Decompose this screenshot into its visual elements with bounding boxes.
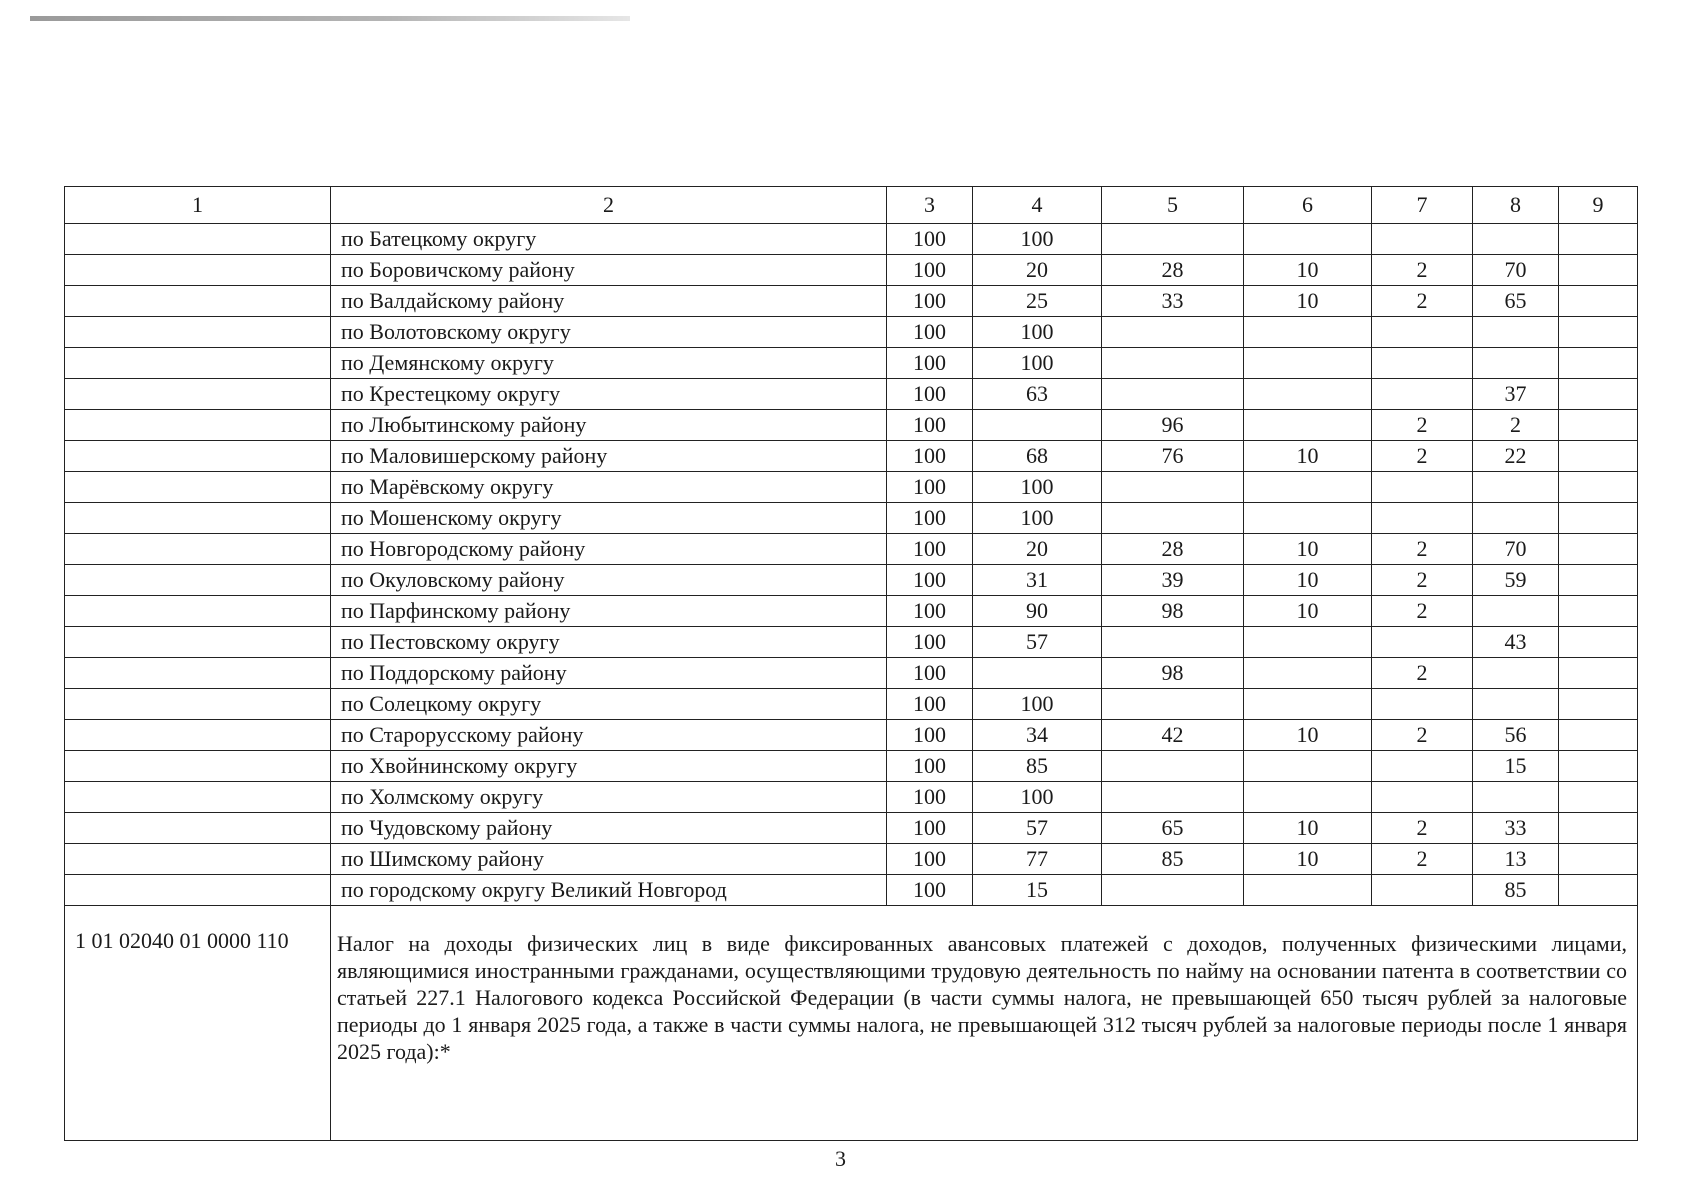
district-name-cell: по Крестецкому округу	[331, 379, 887, 410]
table-row	[65, 379, 1638, 410]
value-cell-c4	[973, 410, 1102, 441]
value-cell-c5: 85	[1102, 844, 1244, 875]
district-name-cell: по Чудовскому району	[331, 813, 887, 844]
value-cell-c4: 57	[973, 813, 1102, 844]
value-cell-c8: 65	[1473, 286, 1559, 317]
value-cell-c4: 77	[973, 844, 1102, 875]
table-row	[65, 565, 1638, 596]
value-cell-c3: 100	[887, 689, 973, 720]
table-row	[65, 348, 1638, 379]
value-cell-c9	[1559, 875, 1638, 906]
district-name-cell: по Шимскому району	[331, 844, 887, 875]
code-cell	[65, 441, 331, 472]
value-cell-c5	[1102, 317, 1244, 348]
value-cell-c6: 10	[1244, 813, 1372, 844]
value-cell-c6	[1244, 689, 1372, 720]
value-cell-c6	[1244, 751, 1372, 782]
value-cell-c4: 100	[973, 503, 1102, 534]
value-cell-c7	[1372, 503, 1473, 534]
value-cell-c9	[1559, 565, 1638, 596]
table-row	[65, 689, 1638, 720]
code-cell	[65, 503, 331, 534]
value-cell-c8: 43	[1473, 627, 1559, 658]
tax-description: Налог на доходы физических лиц в виде фиксированных авансовых платежей с доходов, полученных физическими лицами, являющимися иностранными гражданами, осуществляющими трудовую деятельность по найму на основании патента в соответствии со статьей 227.1 Налогового кодекса Российской Федерации (в части суммы налога, не превышающей 650 тысяч рублей за налоговые периоды до 1 января 2025 года, а также в части суммы налога, не превышающей 312 тысяч рублей за налоговые периоды после 1 января 2025 года):*	[331, 906, 1638, 1141]
value-cell-c7: 2	[1372, 596, 1473, 627]
table-row	[65, 751, 1638, 782]
code-cell	[65, 472, 331, 503]
district-name-cell: по Валдайскому району	[331, 286, 887, 317]
table-row	[65, 255, 1638, 286]
value-cell-c8: 59	[1473, 565, 1559, 596]
table-row	[65, 472, 1638, 503]
value-cell-c4: 57	[973, 627, 1102, 658]
value-cell-c6	[1244, 317, 1372, 348]
value-cell-c5: 98	[1102, 596, 1244, 627]
value-cell-c9	[1559, 534, 1638, 565]
table-row	[65, 658, 1638, 689]
header-cell: 8	[1473, 187, 1559, 224]
code-cell	[65, 565, 331, 596]
table-row	[65, 720, 1638, 751]
value-cell-c9	[1559, 286, 1638, 317]
value-cell-c6: 10	[1244, 534, 1372, 565]
value-cell-c9	[1559, 813, 1638, 844]
value-cell-c4: 90	[973, 596, 1102, 627]
value-cell-c5: 96	[1102, 410, 1244, 441]
value-cell-c5: 76	[1102, 441, 1244, 472]
value-cell-c8: 70	[1473, 534, 1559, 565]
table-header-row	[65, 187, 1638, 224]
value-cell-c8: 33	[1473, 813, 1559, 844]
value-cell-c8: 15	[1473, 751, 1559, 782]
value-cell-c6: 10	[1244, 255, 1372, 286]
value-cell-c6: 10	[1244, 720, 1372, 751]
value-cell-c4: 100	[973, 689, 1102, 720]
table-row	[65, 286, 1638, 317]
value-cell-c4: 20	[973, 534, 1102, 565]
header-cell: 9	[1559, 187, 1638, 224]
value-cell-c8: 70	[1473, 255, 1559, 286]
value-cell-c5: 28	[1102, 255, 1244, 286]
code-cell	[65, 751, 331, 782]
value-cell-c7	[1372, 689, 1473, 720]
value-cell-c4: 100	[973, 317, 1102, 348]
code-cell	[65, 875, 331, 906]
code-cell	[65, 410, 331, 441]
header-cell: 2	[331, 187, 887, 224]
header-cell: 4	[973, 187, 1102, 224]
value-cell-c8	[1473, 596, 1559, 627]
value-cell-c8: 56	[1473, 720, 1559, 751]
code-cell	[65, 224, 331, 255]
value-cell-c7	[1372, 751, 1473, 782]
value-cell-c7: 2	[1372, 813, 1473, 844]
value-cell-c4	[973, 658, 1102, 689]
value-cell-c7: 2	[1372, 441, 1473, 472]
value-cell-c3: 100	[887, 255, 973, 286]
district-name-cell: по Марёвскому округу	[331, 472, 887, 503]
scan-artifact-strip	[30, 16, 630, 21]
value-cell-c5	[1102, 627, 1244, 658]
value-cell-c8: 22	[1473, 441, 1559, 472]
value-cell-c5: 39	[1102, 565, 1244, 596]
value-cell-c8	[1473, 317, 1559, 348]
value-cell-c9	[1559, 720, 1638, 751]
value-cell-c5: 42	[1102, 720, 1244, 751]
value-cell-c5	[1102, 503, 1244, 534]
value-cell-c8	[1473, 224, 1559, 255]
district-name-cell: по Мошенскому округу	[331, 503, 887, 534]
value-cell-c9	[1559, 317, 1638, 348]
value-cell-c3: 100	[887, 379, 973, 410]
value-cell-c9	[1559, 782, 1638, 813]
code-cell	[65, 348, 331, 379]
header-cell: 3	[887, 187, 973, 224]
value-cell-c9	[1559, 224, 1638, 255]
value-cell-c4: 68	[973, 441, 1102, 472]
value-cell-c8	[1473, 782, 1559, 813]
value-cell-c6	[1244, 627, 1372, 658]
code-cell	[65, 844, 331, 875]
table-row	[65, 782, 1638, 813]
tax-entry-row	[65, 906, 1638, 1141]
district-name-cell: по Поддорскому району	[331, 658, 887, 689]
value-cell-c6: 10	[1244, 286, 1372, 317]
value-cell-c5: 98	[1102, 658, 1244, 689]
value-cell-c3: 100	[887, 534, 973, 565]
table-row	[65, 596, 1638, 627]
code-cell	[65, 782, 331, 813]
value-cell-c5	[1102, 472, 1244, 503]
value-cell-c9	[1559, 379, 1638, 410]
header-cell: 6	[1244, 187, 1372, 224]
value-cell-c6	[1244, 782, 1372, 813]
value-cell-c4: 85	[973, 751, 1102, 782]
value-cell-c6: 10	[1244, 441, 1372, 472]
district-name-cell: по Волотовскому округу	[331, 317, 887, 348]
value-cell-c7	[1372, 224, 1473, 255]
district-name-cell: по Новгородскому району	[331, 534, 887, 565]
value-cell-c7: 2	[1372, 844, 1473, 875]
value-cell-c3: 100	[887, 348, 973, 379]
table-row	[65, 875, 1638, 906]
budget-classification-code: 1 01 02040 01 0000 110	[65, 906, 331, 1141]
value-cell-c3: 100	[887, 751, 973, 782]
value-cell-c4: 100	[973, 782, 1102, 813]
value-cell-c9	[1559, 472, 1638, 503]
table-row	[65, 844, 1638, 875]
code-cell	[65, 689, 331, 720]
distribution-table	[64, 186, 1638, 1141]
value-cell-c5	[1102, 689, 1244, 720]
value-cell-c4: 20	[973, 255, 1102, 286]
value-cell-c6: 10	[1244, 596, 1372, 627]
value-cell-c6	[1244, 348, 1372, 379]
district-name-cell: по Солецкому округу	[331, 689, 887, 720]
value-cell-c3: 100	[887, 596, 973, 627]
district-name-cell: по Боровичскому району	[331, 255, 887, 286]
value-cell-c3: 100	[887, 813, 973, 844]
value-cell-c4: 100	[973, 348, 1102, 379]
table-row	[65, 317, 1638, 348]
code-cell	[65, 720, 331, 751]
value-cell-c8	[1473, 503, 1559, 534]
district-name-cell: по Старорусскому району	[331, 720, 887, 751]
value-cell-c5	[1102, 782, 1244, 813]
header-cell: 1	[65, 187, 331, 224]
value-cell-c9	[1559, 844, 1638, 875]
value-cell-c3: 100	[887, 844, 973, 875]
district-name-cell: по Пестовскому округу	[331, 627, 887, 658]
value-cell-c3: 100	[887, 441, 973, 472]
value-cell-c4: 34	[973, 720, 1102, 751]
value-cell-c9	[1559, 751, 1638, 782]
value-cell-c8: 37	[1473, 379, 1559, 410]
table-row	[65, 503, 1638, 534]
value-cell-c7	[1372, 317, 1473, 348]
district-name-cell: по городскому округу Великий Новгород	[331, 875, 887, 906]
district-name-cell: по Холмскому округу	[331, 782, 887, 813]
value-cell-c5: 33	[1102, 286, 1244, 317]
value-cell-c5: 28	[1102, 534, 1244, 565]
table-row	[65, 410, 1638, 441]
value-cell-c4: 25	[973, 286, 1102, 317]
value-cell-c6	[1244, 410, 1372, 441]
value-cell-c6: 10	[1244, 844, 1372, 875]
value-cell-c7	[1372, 348, 1473, 379]
value-cell-c5	[1102, 348, 1244, 379]
value-cell-c9	[1559, 658, 1638, 689]
value-cell-c4: 31	[973, 565, 1102, 596]
code-cell	[65, 627, 331, 658]
value-cell-c3: 100	[887, 782, 973, 813]
value-cell-c7: 2	[1372, 565, 1473, 596]
value-cell-c7: 2	[1372, 410, 1473, 441]
table-row	[65, 224, 1638, 255]
code-cell	[65, 596, 331, 627]
value-cell-c7: 2	[1372, 286, 1473, 317]
value-cell-c5	[1102, 224, 1244, 255]
value-cell-c9	[1559, 503, 1638, 534]
value-cell-c3: 100	[887, 875, 973, 906]
value-cell-c5	[1102, 379, 1244, 410]
value-cell-c6	[1244, 472, 1372, 503]
value-cell-c8	[1473, 658, 1559, 689]
value-cell-c3: 100	[887, 565, 973, 596]
value-cell-c5	[1102, 875, 1244, 906]
value-cell-c3: 100	[887, 410, 973, 441]
district-name-cell: по Парфинскому району	[331, 596, 887, 627]
value-cell-c8	[1473, 689, 1559, 720]
value-cell-c6	[1244, 875, 1372, 906]
district-name-cell: по Хвойнинскому округу	[331, 751, 887, 782]
value-cell-c7: 2	[1372, 720, 1473, 751]
district-name-cell: по Окуловскому району	[331, 565, 887, 596]
value-cell-c7	[1372, 875, 1473, 906]
value-cell-c6	[1244, 658, 1372, 689]
value-cell-c7: 2	[1372, 534, 1473, 565]
table-row	[65, 813, 1638, 844]
value-cell-c6	[1244, 224, 1372, 255]
value-cell-c5: 65	[1102, 813, 1244, 844]
value-cell-c7: 2	[1372, 255, 1473, 286]
value-cell-c7	[1372, 472, 1473, 503]
value-cell-c3: 100	[887, 720, 973, 751]
value-cell-c8: 85	[1473, 875, 1559, 906]
district-name-cell: по Маловишерскому району	[331, 441, 887, 472]
table-row	[65, 627, 1638, 658]
district-name-cell: по Любытинскому району	[331, 410, 887, 441]
value-cell-c3: 100	[887, 503, 973, 534]
code-cell	[65, 379, 331, 410]
value-cell-c3: 100	[887, 627, 973, 658]
value-cell-c9	[1559, 348, 1638, 379]
table-row	[65, 441, 1638, 472]
district-name-cell: по Демянскому округу	[331, 348, 887, 379]
value-cell-c8	[1473, 348, 1559, 379]
value-cell-c3: 100	[887, 286, 973, 317]
code-cell	[65, 255, 331, 286]
value-cell-c6: 10	[1244, 565, 1372, 596]
value-cell-c3: 100	[887, 472, 973, 503]
value-cell-c7	[1372, 782, 1473, 813]
code-cell	[65, 658, 331, 689]
value-cell-c6	[1244, 379, 1372, 410]
value-cell-c4: 100	[973, 224, 1102, 255]
header-cell: 5	[1102, 187, 1244, 224]
code-cell	[65, 534, 331, 565]
header-cell: 7	[1372, 187, 1473, 224]
value-cell-c8	[1473, 472, 1559, 503]
value-cell-c6	[1244, 503, 1372, 534]
page-number: 3	[835, 1146, 846, 1171]
value-cell-c7	[1372, 379, 1473, 410]
value-cell-c4: 100	[973, 472, 1102, 503]
value-cell-c7: 2	[1372, 658, 1473, 689]
code-cell	[65, 813, 331, 844]
value-cell-c9	[1559, 689, 1638, 720]
value-cell-c8: 13	[1473, 844, 1559, 875]
value-cell-c9	[1559, 255, 1638, 286]
value-cell-c9	[1559, 410, 1638, 441]
value-cell-c9	[1559, 627, 1638, 658]
value-cell-c4: 63	[973, 379, 1102, 410]
value-cell-c3: 100	[887, 224, 973, 255]
value-cell-c3: 100	[887, 658, 973, 689]
value-cell-c4: 15	[973, 875, 1102, 906]
table-row	[65, 534, 1638, 565]
value-cell-c7	[1372, 627, 1473, 658]
code-cell	[65, 317, 331, 348]
value-cell-c9	[1559, 441, 1638, 472]
value-cell-c9	[1559, 596, 1638, 627]
value-cell-c5	[1102, 751, 1244, 782]
value-cell-c8: 2	[1473, 410, 1559, 441]
value-cell-c3: 100	[887, 317, 973, 348]
code-cell	[65, 286, 331, 317]
district-name-cell: по Батецкому округу	[331, 224, 887, 255]
